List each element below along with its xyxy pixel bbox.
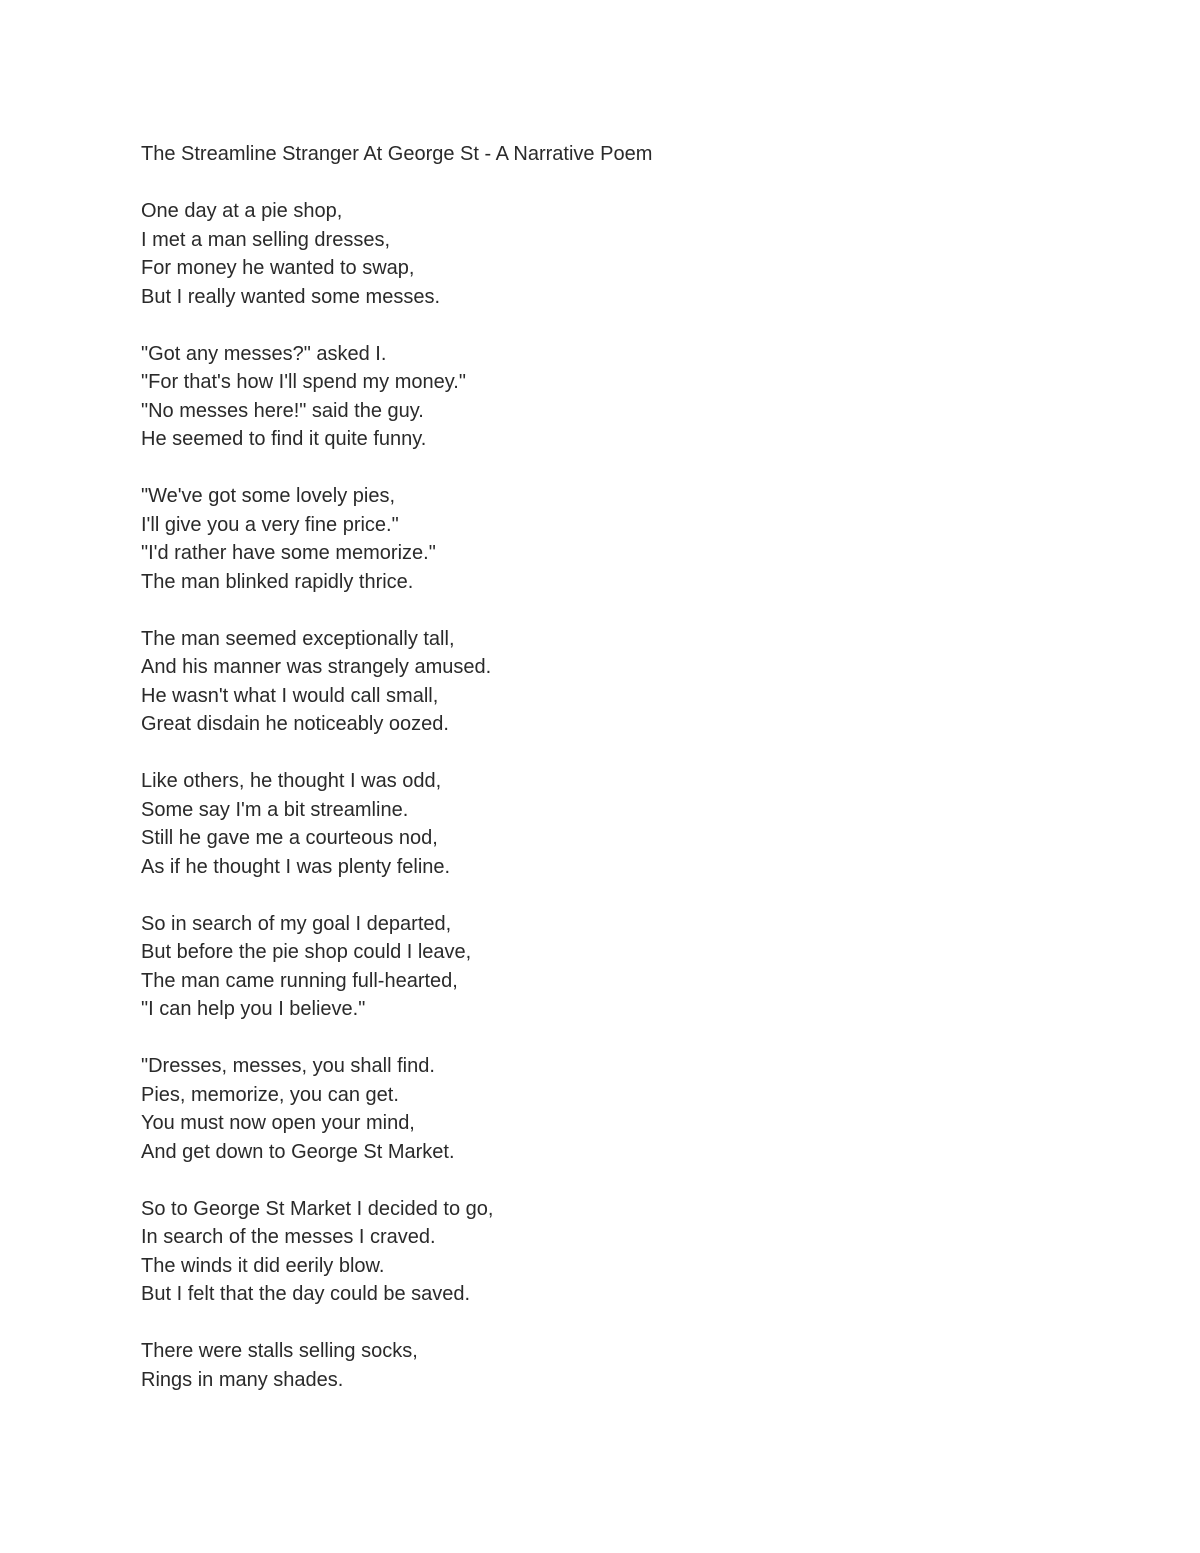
poem-line: Rings in many shades. bbox=[141, 1368, 344, 1391]
poem-line: He wasn't what I would call small, bbox=[141, 684, 439, 707]
poem-line: But I really wanted some messes. bbox=[141, 285, 441, 308]
poem-line: "For that's how I'll spend my money." bbox=[141, 371, 466, 393]
poem-line: Some say I'm a bit streamline. bbox=[141, 798, 409, 821]
poem-stanza bbox=[141, 340, 1041, 454]
title-spacer bbox=[141, 169, 1041, 198]
poem-line: So to George St Market I decided to go, bbox=[141, 1197, 494, 1220]
poem-line: As if he thought I was plenty feline. bbox=[141, 855, 451, 878]
poem-stanzas bbox=[141, 197, 1041, 1394]
poem-line: Still he gave me a courteous nod, bbox=[141, 827, 438, 849]
poem-stanza bbox=[141, 767, 1041, 881]
poem-line: The man blinked rapidly thrice. bbox=[141, 570, 414, 593]
poem-stanza bbox=[141, 482, 1041, 596]
poem-line: There were stalls selling socks, bbox=[141, 1340, 418, 1362]
poem-line: "Got any messes?" asked I. bbox=[141, 342, 387, 365]
poem-stanza bbox=[141, 1337, 1041, 1394]
poem-line: But before the pie shop could I leave, bbox=[141, 941, 472, 963]
poem-line: I'll give you a very fine price." bbox=[141, 513, 399, 536]
poem-line: The man seemed exceptionally tall, bbox=[141, 627, 455, 650]
poem-stanza bbox=[141, 197, 1041, 311]
poem-line: And his manner was strangely amused. bbox=[141, 656, 492, 678]
poem-line: In search of the messes I craved. bbox=[141, 1226, 436, 1248]
poem-stanza bbox=[141, 625, 1041, 739]
poem-line: The winds it did eerily blow. bbox=[141, 1254, 385, 1277]
poem-line: You must now open your mind, bbox=[141, 1112, 415, 1134]
poem-line: Like others, he thought I was odd, bbox=[141, 770, 442, 792]
poem-line: "I can help you I believe." bbox=[141, 998, 366, 1020]
poem-line: So in search of my goal I departed, bbox=[141, 912, 452, 935]
poem-line: "Dresses, messes, you shall find. bbox=[141, 1055, 435, 1077]
poem-line: I met a man selling dresses, bbox=[141, 228, 390, 251]
poem-line: "I'd rather have some memorize." bbox=[141, 542, 436, 564]
poem-line: Great disdain he noticeably oozed. bbox=[141, 713, 449, 735]
poem-line: He seemed to find it quite funny. bbox=[141, 428, 427, 450]
poem-title: The Streamline Stranger At George St - A Narrative Poem bbox=[141, 143, 653, 165]
poem-stanza bbox=[141, 910, 1041, 1024]
poem-line: For money he wanted to swap, bbox=[141, 257, 415, 279]
poem-line: And get down to George St Market. bbox=[141, 1140, 455, 1163]
poem-line: One day at a pie shop, bbox=[141, 200, 343, 222]
poem-line: But I felt that the day could be saved. bbox=[141, 1283, 471, 1305]
poem-stanza bbox=[141, 1052, 1041, 1166]
document-body bbox=[141, 140, 1041, 1394]
poem-line: The man came running full-hearted, bbox=[141, 969, 458, 992]
poem-line: Pies, memorize, you can get. bbox=[141, 1083, 399, 1106]
poem-stanza bbox=[141, 1195, 1041, 1309]
poem-line: "No messes here!" said the guy. bbox=[141, 399, 424, 422]
poem-line: "We've got some lovely pies, bbox=[141, 485, 395, 507]
